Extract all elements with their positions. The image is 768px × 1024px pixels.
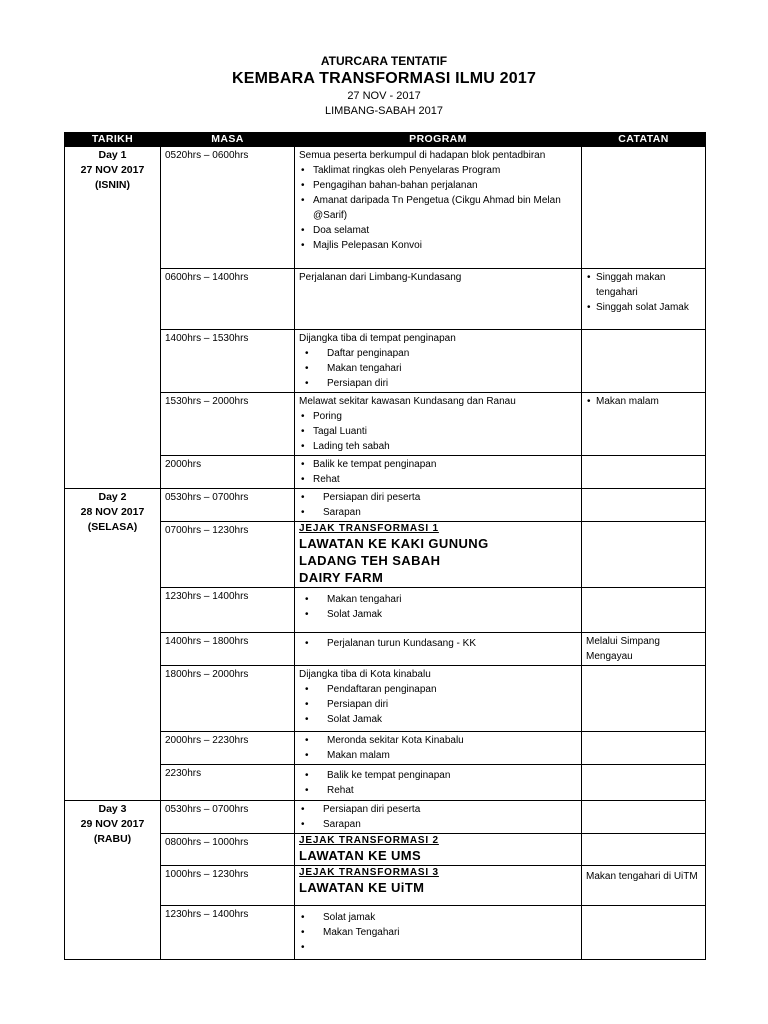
time-cell: 2000hrs bbox=[161, 456, 295, 489]
day-date: 28 NOV 2017 bbox=[80, 506, 145, 518]
day-label: Day 3 bbox=[98, 803, 127, 815]
jejak-heading: JEJAK TRANSFORMASI 1 bbox=[299, 523, 439, 534]
program-cell bbox=[295, 732, 582, 765]
table-row bbox=[65, 633, 706, 666]
table-row bbox=[65, 456, 706, 489]
day-date: 29 NOV 2017 bbox=[80, 818, 145, 830]
list-item: • Makan tengahari bbox=[327, 361, 577, 376]
program-cell bbox=[295, 906, 582, 960]
jejak-heading: JEJAK TRANSFORMASI 2 bbox=[299, 835, 439, 846]
lawatan-title: LAWATAN KE UiTM bbox=[299, 880, 425, 895]
day-cell bbox=[65, 801, 161, 960]
lawatan-title: LAWATAN KE UMS bbox=[299, 848, 422, 863]
list-item: • Persiapan diri bbox=[327, 376, 577, 391]
note-cell bbox=[582, 765, 706, 801]
note-cell bbox=[582, 732, 706, 765]
day-weekday: (ISNIN) bbox=[95, 179, 130, 191]
note-item: • Makan malam bbox=[596, 394, 701, 409]
list-item: • Persiapan diri peserta bbox=[323, 802, 577, 817]
list-item: • Sarapan bbox=[323, 817, 577, 832]
program-cell bbox=[295, 147, 582, 269]
day-label: Day 2 bbox=[98, 491, 127, 503]
note-cell bbox=[582, 147, 706, 269]
note-cell bbox=[582, 269, 706, 330]
list-item: • Daftar penginapan bbox=[327, 346, 577, 361]
program-cell bbox=[295, 633, 582, 666]
program-intro: Melawat sekitar kawasan Kundasang dan Ranau bbox=[299, 396, 516, 407]
program-cell bbox=[295, 393, 582, 456]
col-header-tarikh: TARIKH bbox=[65, 133, 161, 147]
program-cell bbox=[295, 489, 582, 522]
list-item: • Solat jamak bbox=[323, 910, 577, 925]
note-cell bbox=[582, 666, 706, 732]
col-header-program: PROGRAM bbox=[295, 133, 582, 147]
table-row bbox=[65, 765, 706, 801]
day-cell bbox=[65, 489, 161, 801]
schedule-table bbox=[64, 132, 706, 960]
list-item: • Majlis Pelepasan Konvoi bbox=[313, 238, 577, 253]
program-cell bbox=[295, 522, 582, 588]
note-cell bbox=[582, 522, 706, 588]
program-intro: Semua peserta berkumpul di hadapan blok pentadbiran bbox=[299, 150, 546, 161]
program-intro: Dijangka tiba di Kota kinabalu bbox=[299, 669, 431, 680]
time-cell: 1230hrs – 1400hrs bbox=[161, 588, 295, 633]
note-cell bbox=[582, 866, 706, 906]
table-row bbox=[65, 666, 706, 732]
list-item: • Meronda sekitar Kota Kinabalu bbox=[327, 733, 577, 748]
program-intro: Perjalanan dari Limbang-Kundasang bbox=[299, 272, 462, 283]
time-cell: 1400hrs – 1530hrs bbox=[161, 330, 295, 393]
program-cell bbox=[295, 330, 582, 393]
program-intro: Dijangka tiba di tempat penginapan bbox=[299, 333, 456, 344]
list-item: • Solat Jamak bbox=[327, 607, 577, 622]
list-item: • Solat Jamak bbox=[327, 712, 577, 727]
jejak-heading: JEJAK TRANSFORMASI 3 bbox=[299, 867, 439, 878]
program-cell bbox=[295, 834, 582, 866]
lawatan-title: DAIRY FARM bbox=[299, 570, 384, 585]
doc-date: 27 NOV - 2017 bbox=[347, 90, 421, 102]
table-row bbox=[65, 834, 706, 866]
list-item: • Persiapan diri peserta bbox=[323, 490, 577, 505]
table-row bbox=[65, 732, 706, 765]
list-item: • Lading teh sabah bbox=[313, 439, 577, 454]
table-row bbox=[65, 906, 706, 960]
list-item: • Balik ke tempat penginapan bbox=[313, 457, 577, 472]
program-cell bbox=[295, 588, 582, 633]
list-item: • Poring bbox=[313, 409, 577, 424]
time-cell: 0530hrs – 0700hrs bbox=[161, 489, 295, 522]
list-item: • Perjalanan turun Kundasang - KK bbox=[327, 636, 577, 651]
day-weekday: (RABU) bbox=[93, 833, 132, 845]
list-item: • Makan malam bbox=[327, 748, 577, 763]
note-cell bbox=[582, 489, 706, 522]
time-cell: 2230hrs bbox=[161, 765, 295, 801]
list-item: • Rehat bbox=[313, 472, 577, 487]
list-item: • Makan tengahari bbox=[327, 592, 577, 607]
time-cell: 1530hrs – 2000hrs bbox=[161, 393, 295, 456]
list-item: • Pengagihan bahan-bahan perjalanan bbox=[313, 178, 577, 193]
time-cell: 1800hrs – 2000hrs bbox=[161, 666, 295, 732]
program-cell bbox=[295, 666, 582, 732]
program-cell bbox=[295, 269, 582, 330]
table-row bbox=[65, 330, 706, 393]
time-cell: 0800hrs – 1000hrs bbox=[161, 834, 295, 866]
list-item: • Makan Tengahari bbox=[323, 925, 577, 940]
note-cell: Melalui Simpang Mengayau bbox=[582, 633, 706, 666]
day-weekday: (SELASA) bbox=[87, 521, 138, 533]
col-header-catatan: CATATAN bbox=[582, 133, 706, 147]
note-cell bbox=[582, 588, 706, 633]
list-item: • Balik ke tempat penginapan bbox=[327, 768, 577, 783]
list-item: • Tagal Luanti bbox=[313, 424, 577, 439]
program-cell bbox=[295, 456, 582, 489]
time-cell: 2000hrs – 2230hrs bbox=[161, 732, 295, 765]
list-item: • Taklimat ringkas oleh Penyelaras Program bbox=[313, 163, 577, 178]
lawatan-title: LAWATAN KE KAKI GUNUNG bbox=[299, 536, 489, 551]
time-cell: 1400hrs – 1800hrs bbox=[161, 633, 295, 666]
table-header-row bbox=[65, 133, 706, 147]
note-cell bbox=[582, 393, 706, 456]
table-row bbox=[65, 147, 706, 269]
note-item: • Singgah makan tengahari bbox=[596, 270, 701, 300]
lawatan-title: LADANG TEH SABAH bbox=[299, 553, 441, 568]
doc-title-tentative: ATURCARA TENTATIF bbox=[320, 54, 448, 68]
table-row bbox=[65, 801, 706, 834]
list-item: • Doa selamat bbox=[313, 223, 577, 238]
doc-title-main: KEMBARA TRANSFORMASI ILMU 2017 bbox=[231, 70, 537, 87]
time-cell: 0520hrs – 0600hrs bbox=[161, 147, 295, 269]
table-row bbox=[65, 393, 706, 456]
table-row bbox=[65, 588, 706, 633]
note-cell bbox=[582, 906, 706, 960]
list-item: • Sarapan bbox=[323, 505, 577, 520]
time-cell: 0600hrs – 1400hrs bbox=[161, 269, 295, 330]
table-row bbox=[65, 489, 706, 522]
table-row bbox=[65, 522, 706, 588]
time-cell: 1230hrs – 1400hrs bbox=[161, 906, 295, 960]
program-cell bbox=[295, 866, 582, 906]
day-label: Day 1 bbox=[98, 149, 127, 161]
table-row bbox=[65, 866, 706, 906]
note-item: • Singgah solat Jamak bbox=[596, 300, 701, 315]
time-cell: 0700hrs – 1230hrs bbox=[161, 522, 295, 588]
col-header-masa: MASA bbox=[161, 133, 295, 147]
time-cell: 0530hrs – 0700hrs bbox=[161, 801, 295, 834]
list-item: • Persiapan diri bbox=[327, 697, 577, 712]
note-cell bbox=[582, 456, 706, 489]
day-cell bbox=[65, 147, 161, 489]
program-cell bbox=[295, 801, 582, 834]
note-cell bbox=[582, 834, 706, 866]
program-cell bbox=[295, 765, 582, 801]
note-cell bbox=[582, 801, 706, 834]
doc-location: LIMBANG-SABAH 2017 bbox=[325, 105, 443, 117]
day-date: 27 NOV 2017 bbox=[80, 164, 145, 176]
table-row bbox=[65, 269, 706, 330]
list-item: • Pendaftaran penginapan bbox=[327, 682, 577, 697]
note-cell bbox=[582, 330, 706, 393]
note-text: Makan tengahari di UiTM bbox=[586, 871, 698, 882]
list-item: • Rehat bbox=[327, 783, 577, 798]
time-cell: 1000hrs – 1230hrs bbox=[161, 866, 295, 906]
list-item: • Amanat daripada Tn Pengetua (Cikgu Ahmad bin Melan @Sarif) bbox=[313, 193, 577, 223]
